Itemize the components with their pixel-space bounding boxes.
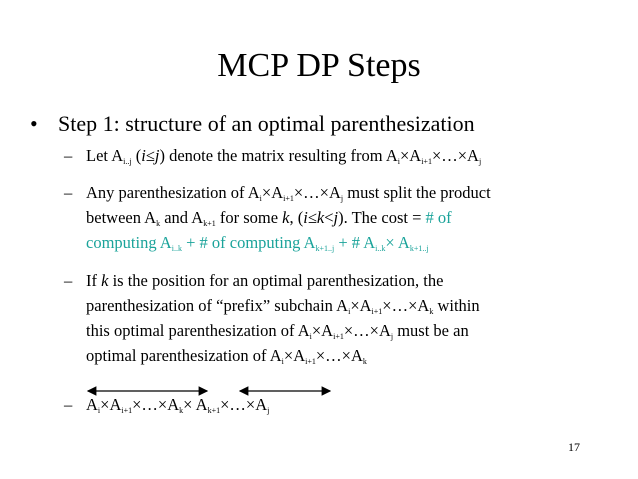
bullet-dot: •: [30, 111, 38, 136]
sub-bullet-3-line-1: – If k is the position for an optimal parenthesization, the: [64, 268, 624, 293]
sub-bullet-3-line-3: this optimal parenthesization of $A_i\times A_{i+1}\times\dots\times A_j$ must be an: [86, 321, 469, 341]
sub-bullet-2-line-1: – Any parenthesization of $A_i\times A_{i+1}\times\dots\times A_j$ must split the product: [64, 180, 624, 205]
sub-bullet-1-line: – Let $A_{i..j}$ (i≤j) denote the matrix resulting from $A_i\times A_{i+1}\times\dots\times A_j$: [64, 143, 624, 168]
sub-bullet-2-line-2: between $A_k$ and $A_{k+1}$ for some k, (i≤k<j). The cost = # of: [86, 208, 452, 228]
dash: –: [64, 395, 73, 414]
cost-highlight: # of: [425, 208, 452, 227]
sub-bullet-2-line-3: computing $A_{i..k}$ + # of computing $A_{k+1..j}$ + # $A_{i..k}\times A_{k+1..j}$: [86, 233, 429, 253]
slide-title: MCP DP Steps: [217, 47, 421, 84]
step-1-text: Step 1: structure of an optimal parenthesization: [58, 111, 475, 136]
sub-bullet-4-line: – $A_i\times A_{i+1}\times\dots\times A_k\times$ $A_{k+1}\times\dots\times A_j$: [64, 392, 624, 417]
dash: –: [64, 146, 73, 165]
page-number: 17: [568, 440, 580, 454]
sub-bullet-3-line-2: parenthesization of “prefix” subchain $A_i\times A_{i+1}\times\dots\times A_k$ within: [86, 296, 480, 316]
sub-bullet-3-line-4: optimal parenthesization of $A_i\times A_{i+1}\times\dots\times A_k$: [86, 346, 367, 366]
dash: –: [64, 271, 73, 290]
dash: –: [64, 183, 73, 202]
